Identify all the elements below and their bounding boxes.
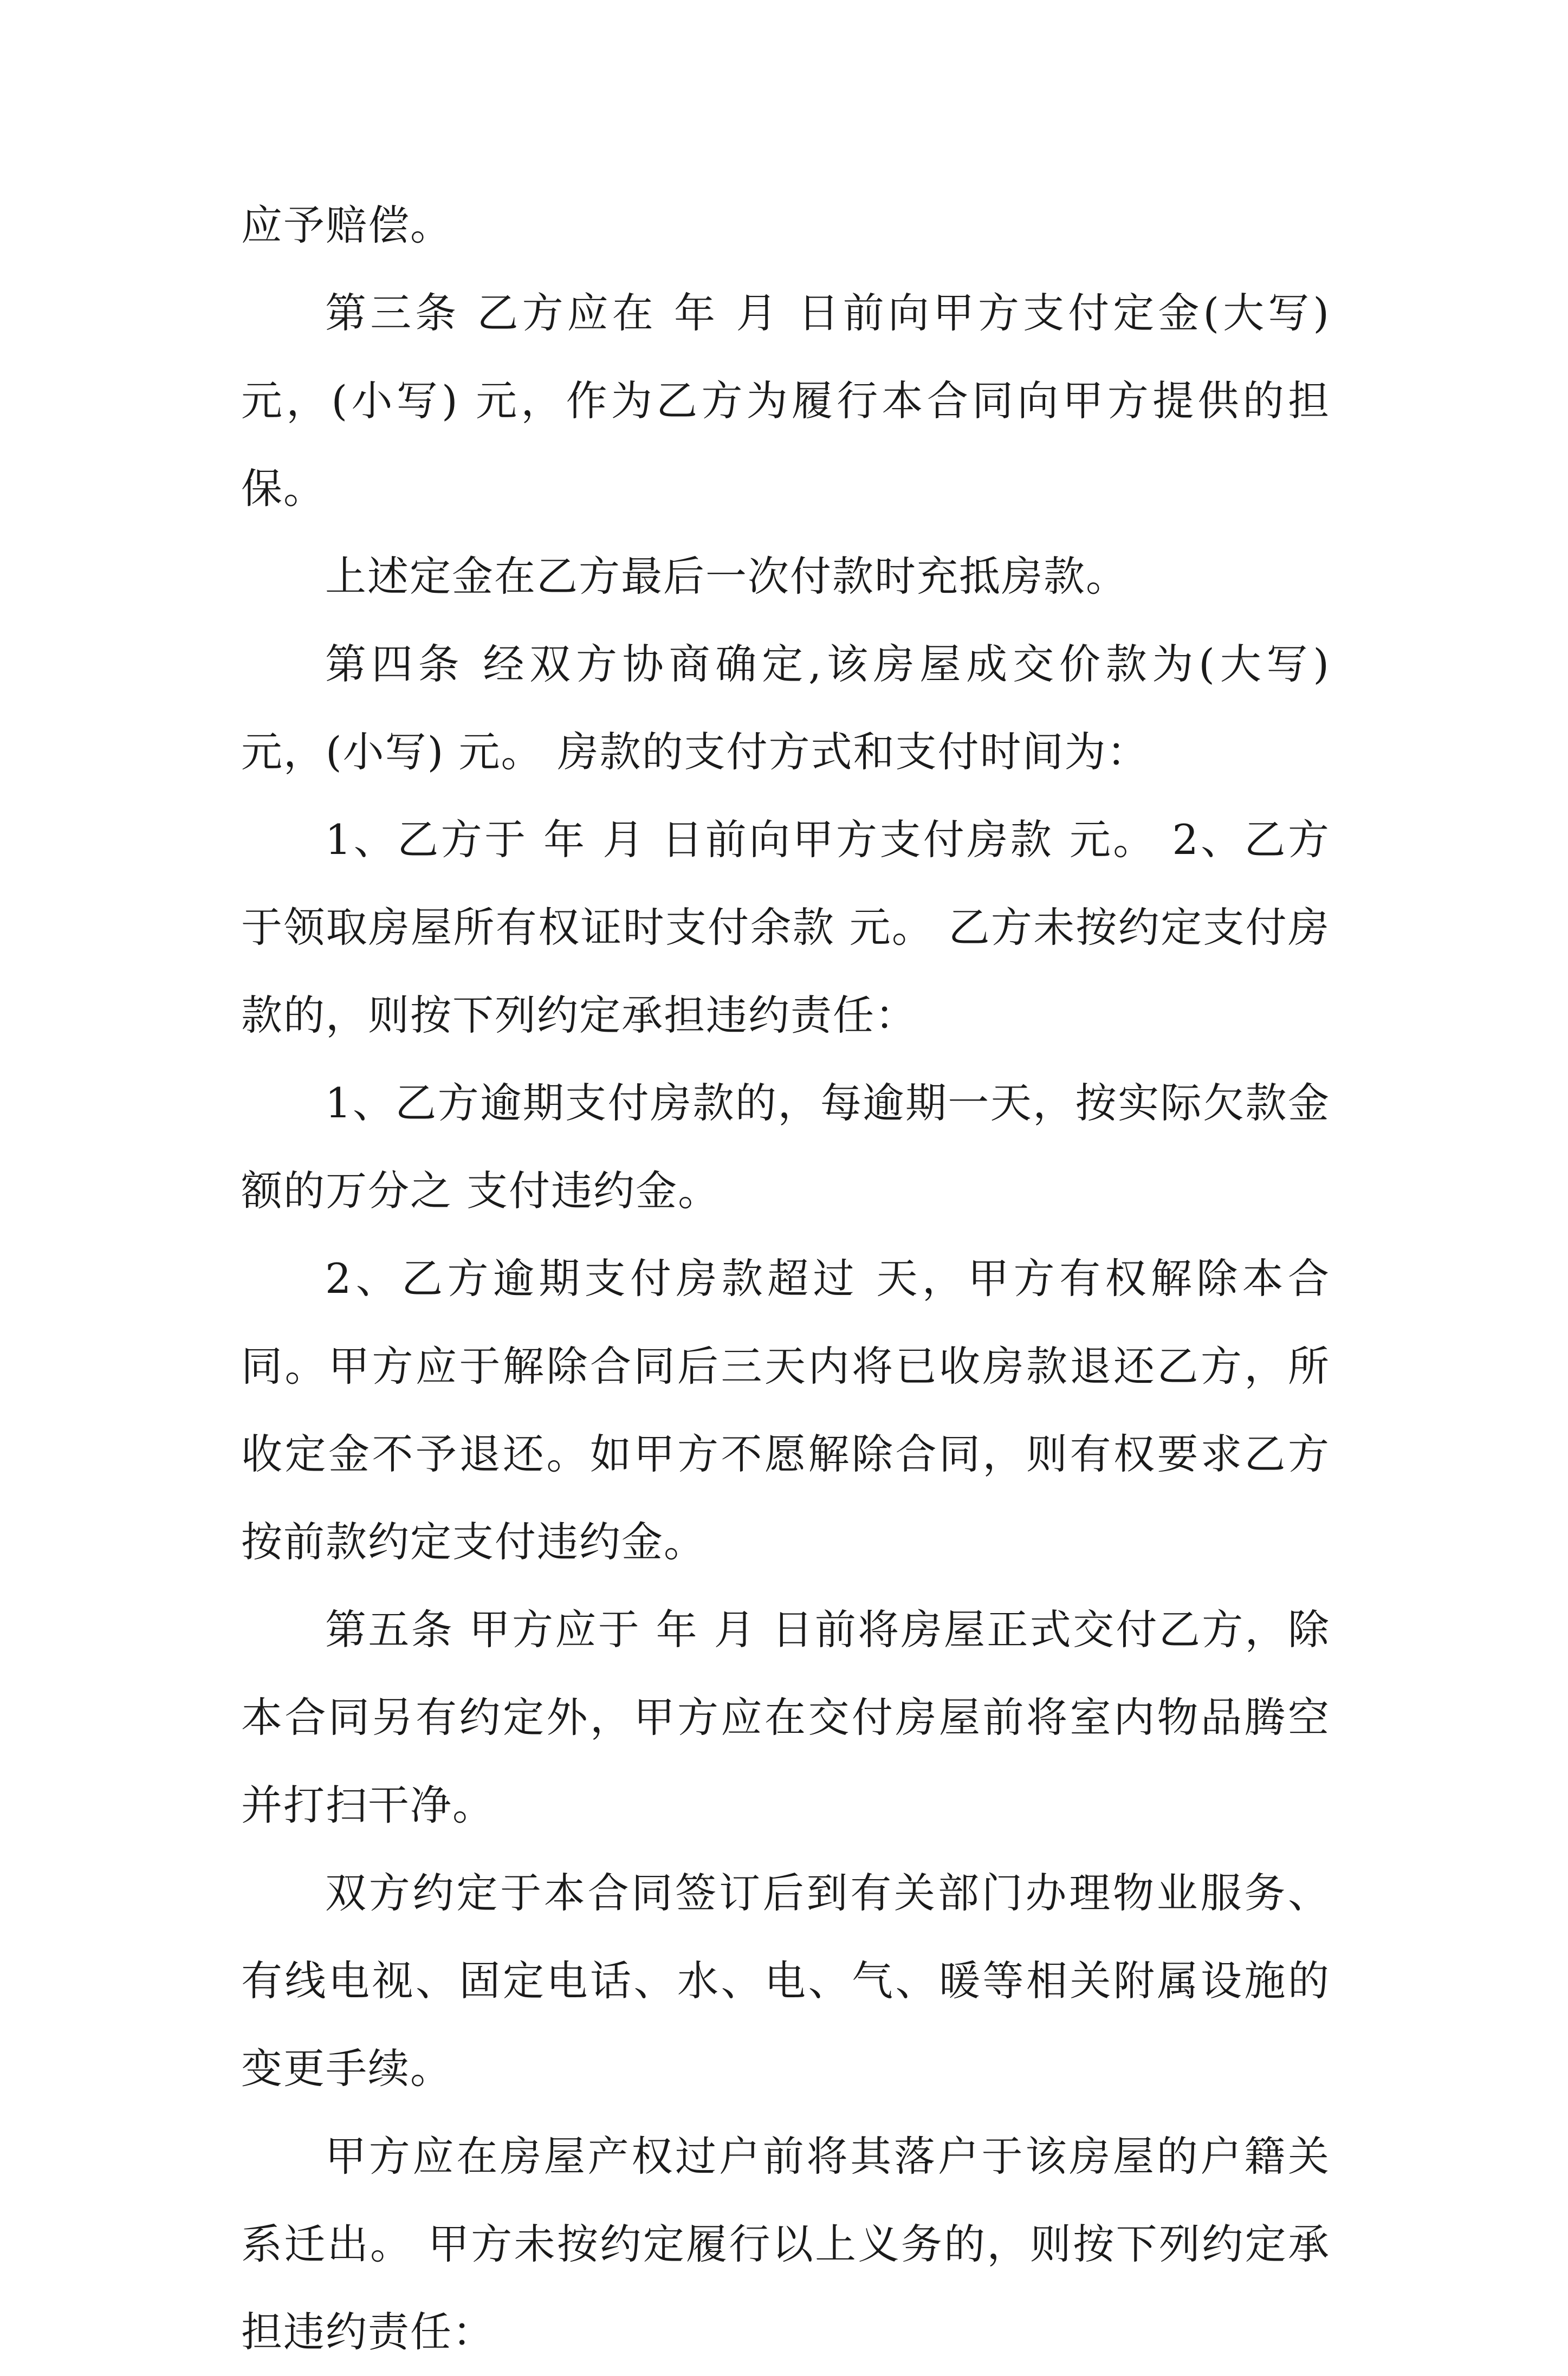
paragraph-household-registration: 甲方应在房屋产权过户前将其落户于该房屋的户籍关系迁出。 甲方未按约定履行以上义务的，则按下列约定承担违约责任：: [241, 2132, 1330, 2356]
paragraph-article-5: 第五条 甲方应于 年 月 日前将房屋正式交付乙方，除本合同另有约定外，甲方应在交付房屋前将室内物品腾空并打扫干净。: [241, 1605, 1330, 1829]
paragraph-1: 应予赔偿。: [241, 201, 452, 249]
paragraph-termination: 2、乙方逾期支付房款超过 天，甲方有权解除本合同。甲方应于解除合同后三天内将已收房款退还乙方，所收定金不予退还。如甲方不愿解除合同，则有权要求乙方按前款约定支付违约金。: [241, 1254, 1330, 1566]
paragraph-facilities-transfer: 双方约定于本合同签订后到有关部门办理物业服务、有线电视、固定电话、水、电、气、暖等相关附属设施的变更手续。: [241, 1869, 1330, 2093]
paragraph-deposit-offset: 上述定金在乙方最后一次付款时充抵房款。: [325, 552, 1128, 600]
document-body: [241, 182, 1330, 2376]
paragraph-late-penalty: 1、乙方逾期支付房款的，每逾期一天，按实际欠款金额的万分之 支付违约金。: [241, 1079, 1330, 1215]
paragraph-article-3: 第三条 乙方应在 年 月 日前向甲方支付定金(大写) 元，(小写) 元，作为乙方为履行本合同向甲方提供的担保。: [241, 289, 1330, 513]
paragraph-payment-schedule: 1、乙方于 年 月 日前向甲方支付房款 元。 2、乙方于领取房屋所有权证时支付余款 元。 乙方未按约定支付房款的，则按下列约定承担违约责任：: [241, 815, 1330, 1039]
paragraph-article-4: 第四条 经双方协商确定,该房屋成交价款为(大写) 元，(小写) 元。 房款的支付方式和支付时间为：: [241, 640, 1330, 776]
